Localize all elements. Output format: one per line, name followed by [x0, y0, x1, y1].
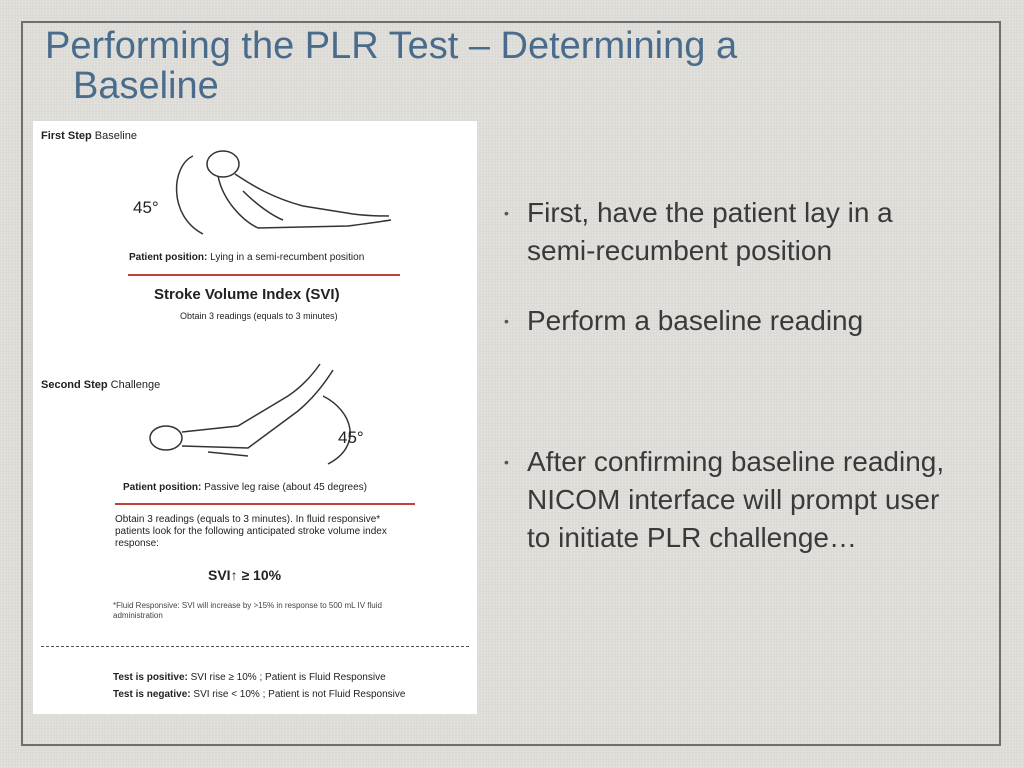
bullet-text: After confirming baseline reading, NICOM interface will prompt user to initiate PLR challenge… — [527, 446, 945, 553]
slide-title — [45, 26, 925, 106]
step2-label-bold: Second Step — [41, 379, 108, 391]
test-positive-bold: Test is positive: — [113, 672, 188, 683]
bullet-text: First, have the patient lay in a semi-recumbent position — [527, 197, 893, 266]
angle-label-2: 45° — [338, 428, 364, 447]
step2-label-rest: Challenge — [107, 379, 161, 391]
title-line-1: Performing the PLR Test – Determining a — [45, 25, 738, 67]
obtain-line-2: patients look for the following anticipated stroke volume index — [115, 526, 387, 537]
semi-recumbent-illustration — [163, 146, 403, 246]
dashed-divider — [41, 646, 469, 647]
obtain-readings-text — [115, 514, 387, 550]
title-line-2: Baseline — [73, 65, 219, 107]
obtain-line-1: Obtain 3 readings (equals to 3 minutes). In fluid responsive* — [115, 514, 381, 525]
bullet-marker: • — [504, 205, 509, 221]
plr-diagram-figure — [33, 121, 477, 714]
position2-rest: Passive leg raise (about 45 degrees) — [201, 482, 367, 493]
step1-label — [41, 130, 137, 142]
position2-bold: Patient position: — [123, 482, 202, 493]
svi-subtitle: Obtain 3 readings (equals to 3 minutes) — [180, 311, 338, 321]
bullet-marker: • — [504, 454, 509, 470]
obtain-line-3: response: — [115, 538, 159, 549]
svi-title: Stroke Volume Index (SVI) — [154, 286, 340, 303]
position2-text — [123, 482, 367, 493]
svi-target: SVI↑ ≥ 10% — [208, 567, 282, 583]
position1-text — [129, 252, 364, 263]
footnote-line-2: administration — [113, 611, 163, 620]
bullet-item — [500, 302, 960, 340]
test-negative-text — [113, 689, 405, 700]
test-negative-bold: Test is negative: — [113, 689, 191, 700]
bullet-item — [500, 443, 960, 557]
step1-label-bold: First Step — [41, 130, 92, 142]
bullet-item — [500, 194, 960, 270]
red-divider-2 — [115, 503, 415, 505]
footnote — [113, 601, 382, 621]
position1-rest: Lying in a semi-recumbent position — [207, 252, 365, 263]
footnote-line-1: *Fluid Responsive: SVI will increase by >15% in response to 500 mL IV fluid — [113, 601, 382, 610]
bullet-text: Perform a baseline reading — [527, 305, 864, 336]
position1-bold: Patient position: — [129, 252, 208, 263]
step1-label-rest: Baseline — [91, 130, 137, 142]
test-positive-rest: SVI rise ≥ 10% ; Patient is Fluid Responsive — [187, 672, 386, 683]
angle-label-1: 45° — [133, 198, 159, 217]
leg-raise-illustration — [138, 356, 368, 471]
test-positive-text — [113, 672, 386, 683]
test-negative-rest: SVI rise < 10% ; Patient is not Fluid Responsive — [190, 689, 406, 700]
bullet-marker: • — [504, 313, 509, 329]
red-divider-1 — [128, 274, 400, 276]
